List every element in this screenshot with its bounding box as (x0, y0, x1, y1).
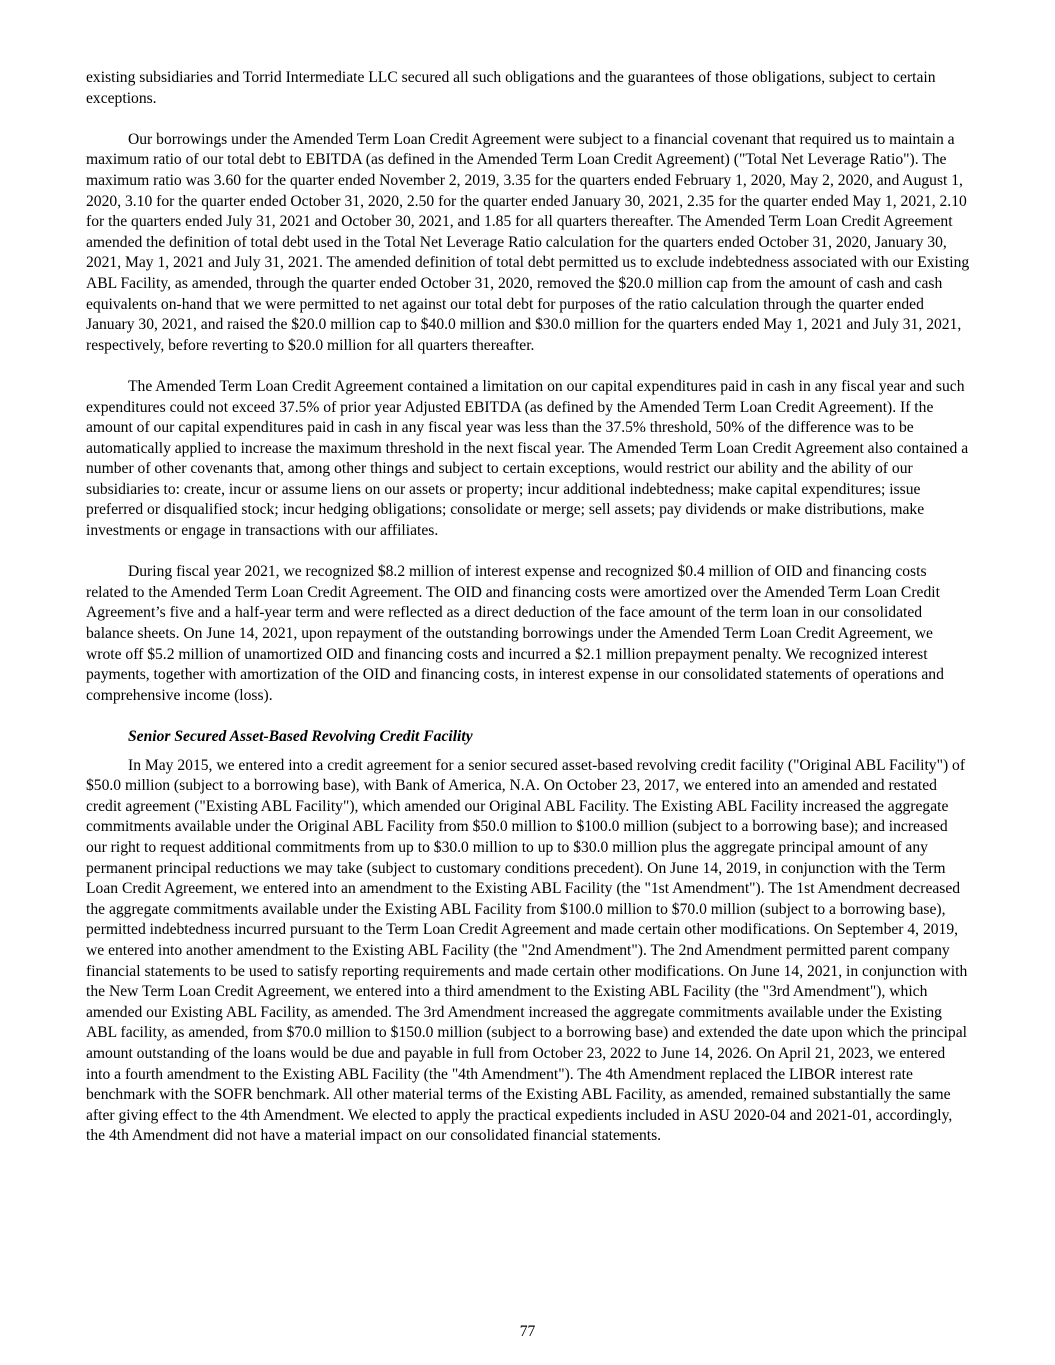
paragraph-capital-expenditures: The Amended Term Loan Credit Agreement contained a limitation on our capital expenditures paid in cash in any fiscal year and such expenditures could not exceed 37.5% of prior year Adjusted EBITDA (as defined by the Amended Term Loan Credit Agreement). If the amount of our capital expenditures paid in cash in any fiscal year was less than the 37.5% threshold, 50% of the difference was to be automatically applied to increase the maximum threshold in the next fiscal year. The Amended Term Loan Credit Agreement also contained a number of other covenants that, among other things and subject to certain exceptions, would restrict our ability and the ability of our subsidiaries to: create, incur or assume liens on our assets or property; incur additional indebtedness; make capital expenditures; issue preferred or disqualified stock; incur hedging obligations; consolidate or merge; sell assets; pay dividends or make distributions, make investments or engage in transactions with our affiliates. (86, 377, 969, 540)
paragraph-leverage-ratio: Our borrowings under the Amended Term Loan Credit Agreement were subject to a financial covenant that required us to maintain a maximum ratio of our total debt to EBITDA (as defined in the Amended Term Loan Credit Agreement) ("Total Net Leverage Ratio"). The maximum ratio was 3.60 for the quarter ended November 2, 2019, 3.35 for the quarters ended February 1, 2020, May 2, 2020, and August 1, 2020, 3.10 for the quarter ended October 31, 2020, 2.50 for the quarter ended January 30, 2021, 2.35 for the quarter ended May 1, 2021, 2.10 for the quarters ended July 31, 2021 and October 30, 2021, and 1.85 for all quarters thereafter. The Amended Term Loan Credit Agreement amended the definition of total debt used in the Total Net Leverage Ratio calculation for the quarters ended October 31, 2020, January 30, 2021, May 1, 2021 and July 31, 2021. The amended definition of total debt permitted us to exclude indebtedness associated with our Existing ABL Facility, as amended, through the quarter ended October 31, 2020, removed the $20.0 million cap from the amount of cash and cash equivalents on-hand that we were permitted to net against our total debt for purposes of the ratio calculation through the quarter ended January 30, 2021, and raised the $20.0 million cap to $40.0 million and $30.0 million for the quarters ended May 1, 2021 and July 31, 2021, respectively, before reverting to $20.0 million for all quarters thereafter. (86, 130, 970, 354)
section-heading: Senior Secured Asset-Based Revolving Credit Facility (128, 728, 473, 745)
document-body (86, 68, 970, 1147)
page-number: 77 (519, 1323, 536, 1340)
paragraph-abl-facility: In May 2015, we entered into a credit agreement for a senior secured asset-based revolving credit facility ("Original ABL Facility") of $50.0 million (subject to a borrowing base), with Bank of America, N.A. On October 23, 2017, we entered into an amended and restated credit agreement ("Existing ABL Facility"), which amended our Original ABL Facility. The Existing ABL Facility increased the aggregate commitments available under the Original ABL Facility from $50.0 million to $100.0 million (subject to a borrowing base); and increased our right to request additional commitments from up to $30.0 million to up to $30.0 million plus the aggregate principal amount of any permanent principal reductions we may take (subject to customary conditions precedent). On June 14, 2019, in conjunction with the Term Loan Credit Agreement, we entered into an amendment to the Existing ABL Facility (the "1st Amendment"). The 1st Amendment decreased the aggregate commitments available under the Existing ABL Facility from $100.0 million to $70.0 million (subject to a borrowing base), permitted indebtedness incurred pursuant to the Term Loan Credit Agreement and made certain other modifications. On September 4, 2019, we entered into another amendment to the Existing ABL Facility (the "2nd Amendment"). The 2nd Amendment permitted parent company financial statements to be used to satisfy reporting requirements and made certain other modifications. On June 14, 2021, in conjunction with the New Term Loan Credit Agreement, we entered into a third amendment to the Existing ABL Facility (the "3rd Amendment"), which amended our Existing ABL Facility, as amended. The 3rd Amendment increased the aggregate commitments available under the Existing ABL facility, as amended, from $70.0 million to $150.0 million (subject to a borrowing base) and extended the date upon which the principal amount outstanding of the loans would be due and payable in full from October 23, 2022 to June 14, 2026. On April 21, 2023, we entered into a fourth amendment to the Existing ABL Facility (the "4th Amendment"). The 4th Amendment replaced the LIBOR interest rate benchmark with the SOFR benchmark. All other material terms of the Existing ABL Facility, as amended, remained substantially the same after giving effect to the 4th Amendment. We elected to apply the practical expedients included in ASU 2020-04 and 2021-01, accordingly, the 4th Amendment did not have a material impact on our consolidated financial statements. (86, 756, 968, 1145)
paragraph-guarantees: existing subsidiaries and Torrid Intermediate LLC secured all such obligations and the guarantees of those obligations, subject to certain exceptions. (86, 69, 936, 107)
paragraph-interest-expense: During fiscal year 2021, we recognized $8.2 million of interest expense and recognized $0.4 million of OID and financing costs related to the Amended Term Loan Credit Agreement. The OID and financing costs were amortized over the Amended Term Loan Credit Agreement’s five and a half-year term and were reflected as a direct deduction of the face amount of the term loan in our consolidated balance sheets. On June 14, 2021, upon repayment of the outstanding borrowings under the Amended Term Loan Credit Agreement, we wrote off $5.2 million of unamortized OID and financing costs and incurred a $2.1 million prepayment penalty. We recognized interest payments, together with amortization of the OID and financing costs, in interest expense in our consolidated statements of operations and comprehensive income (loss). (86, 563, 944, 704)
